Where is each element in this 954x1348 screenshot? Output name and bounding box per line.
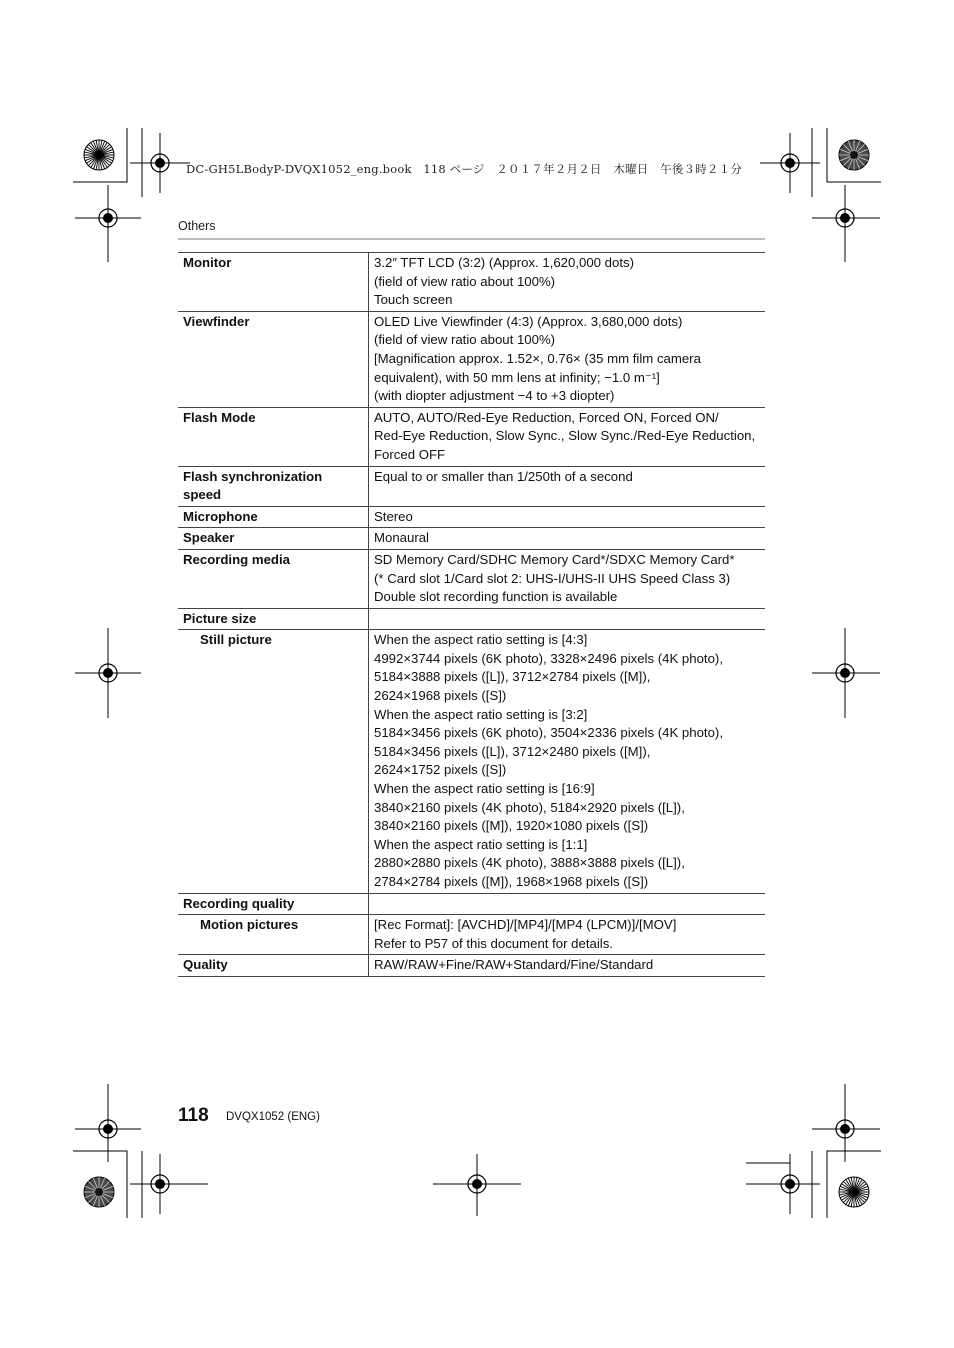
spec-label: Flash Mode	[178, 407, 369, 466]
spec-value	[369, 407, 766, 466]
spec-value	[369, 528, 766, 550]
section-divider	[178, 238, 765, 240]
spec-value-line: 3840×2160 pixels (4K photo), 5184×2920 pixels ([L]),	[374, 799, 685, 815]
spec-value-line: SD Memory Card/SDHC Memory Card*/SDXC Memory Card*	[374, 551, 735, 567]
spec-value-line: 4992×3744 pixels (6K photo), 3328×2496 pixels (4K photo),	[374, 650, 723, 666]
spec-value-line: When the aspect ratio setting is [1:1]	[374, 836, 588, 852]
table-row	[178, 506, 765, 528]
spec-value-line: Stereo	[374, 508, 413, 524]
spec-value-line: (with diopter adjustment −4 to +3 diopter)	[374, 388, 615, 404]
spec-value-line: equivalent), with 50 mm lens at infinity; −1.0 m⁻¹]	[374, 369, 660, 385]
table-row	[178, 915, 765, 955]
spec-value-line: When the aspect ratio setting is [4:3]	[374, 632, 588, 648]
spec-value-line: RAW/RAW+Fine/RAW+Standard/Fine/Standard	[374, 957, 654, 973]
table-row	[178, 407, 765, 466]
spec-value-line: 3840×2160 pixels ([M]), 1920×1080 pixels ([S])	[374, 818, 649, 834]
spec-value	[369, 630, 766, 893]
table-row	[178, 630, 765, 893]
spec-value-line: 5184×3456 pixels (6K photo), 3504×2336 pixels (4K photo),	[374, 725, 723, 741]
spec-value-line: Double slot recording function is available	[374, 589, 618, 605]
table-row	[178, 549, 765, 608]
spec-value-line: When the aspect ratio setting is [3:2]	[374, 706, 588, 722]
spec-value	[369, 466, 766, 506]
spec-value-line: When the aspect ratio setting is [16:9]	[374, 781, 595, 797]
table-row	[178, 955, 765, 977]
spec-value-line: 2784×2784 pixels ([M]), 1968×1968 pixels ([S])	[374, 874, 649, 889]
spec-value-line: Touch screen	[374, 292, 453, 308]
table-row	[178, 608, 765, 630]
spec-value-line: [Magnification approx. 1.52×, 0.76× (35 mm film camera	[374, 350, 701, 366]
spec-label: Viewfinder	[178, 311, 369, 407]
spec-label: Motion pictures	[178, 915, 369, 955]
spec-value	[369, 608, 766, 630]
table-row	[178, 253, 765, 312]
spec-value	[369, 549, 766, 608]
table-row	[178, 311, 765, 407]
spec-value-line: [Rec Format]: [AVCHD]/[MP4]/[MP4 (LPCM)]/[MOV]	[374, 917, 677, 933]
spec-value-line: 2624×1752 pixels ([S])	[374, 762, 507, 778]
spec-value-line: (field of view ratio about 100%)	[374, 273, 556, 289]
spec-value-line: Red-Eye Reduction, Slow Sync., Slow Sync./Red-Eye Reduction,	[374, 428, 756, 444]
page-number: 118	[178, 1105, 209, 1126]
spec-value-line: Refer to P57 of this document for details.	[374, 935, 613, 951]
spec-value	[369, 893, 766, 915]
spec-value	[369, 253, 766, 312]
print-header: DC-GH5LBodyP-DVQX1052_eng.book 118 ページ ２０１７年２月２日 木曜日 午後３時２１分	[186, 162, 743, 176]
spec-label: Recording media	[178, 549, 369, 608]
spec-table	[178, 252, 765, 977]
spec-label: Picture size	[178, 608, 369, 630]
spec-value-line: 2624×1968 pixels ([S])	[374, 688, 507, 704]
spec-label: Flash synchronization speed	[178, 466, 369, 506]
spec-value-line: 3.2″ TFT LCD (3:2) (Approx. 1,620,000 dots)	[374, 255, 634, 270]
spec-value-line: 5184×3888 pixels ([L]), 3712×2784 pixels ([M]),	[374, 669, 651, 685]
table-row	[178, 528, 765, 550]
spec-value-line: 5184×3456 pixels ([L]), 3712×2480 pixels ([M]),	[374, 743, 651, 759]
spec-label: Speaker	[178, 528, 369, 550]
spec-value-line: (field of view ratio about 100%)	[374, 332, 556, 348]
section-label: Others	[178, 219, 216, 233]
spec-value	[369, 915, 766, 955]
spec-value-line: (* Card slot 1/Card slot 2: UHS-I/UHS-II UHS Speed Class 3)	[374, 570, 731, 586]
spec-value-line: Forced OFF	[374, 446, 446, 462]
spec-value-line: 2880×2880 pixels (4K photo), 3888×3888 pixels ([L]),	[374, 855, 685, 871]
spec-label: Still picture	[178, 630, 369, 893]
spec-value-line: Equal to or smaller than 1/250th of a second	[374, 468, 633, 484]
spec-value-line: AUTO, AUTO/Red-Eye Reduction, Forced ON, Forced ON/	[374, 409, 719, 425]
spec-label: Microphone	[178, 506, 369, 528]
table-row	[178, 466, 765, 506]
spec-value	[369, 311, 766, 407]
spec-label: Recording quality	[178, 893, 369, 915]
spec-value	[369, 955, 766, 977]
spec-value-line: Monaural	[374, 530, 429, 546]
spec-label: Quality	[178, 955, 369, 977]
spec-value-line: OLED Live Viewfinder (4:3) (Approx. 3,680,000 dots)	[374, 313, 683, 329]
spec-value	[369, 506, 766, 528]
table-row	[178, 893, 765, 915]
document-code: DVQX1052 (ENG)	[226, 1111, 320, 1123]
spec-label: Monitor	[178, 253, 369, 312]
